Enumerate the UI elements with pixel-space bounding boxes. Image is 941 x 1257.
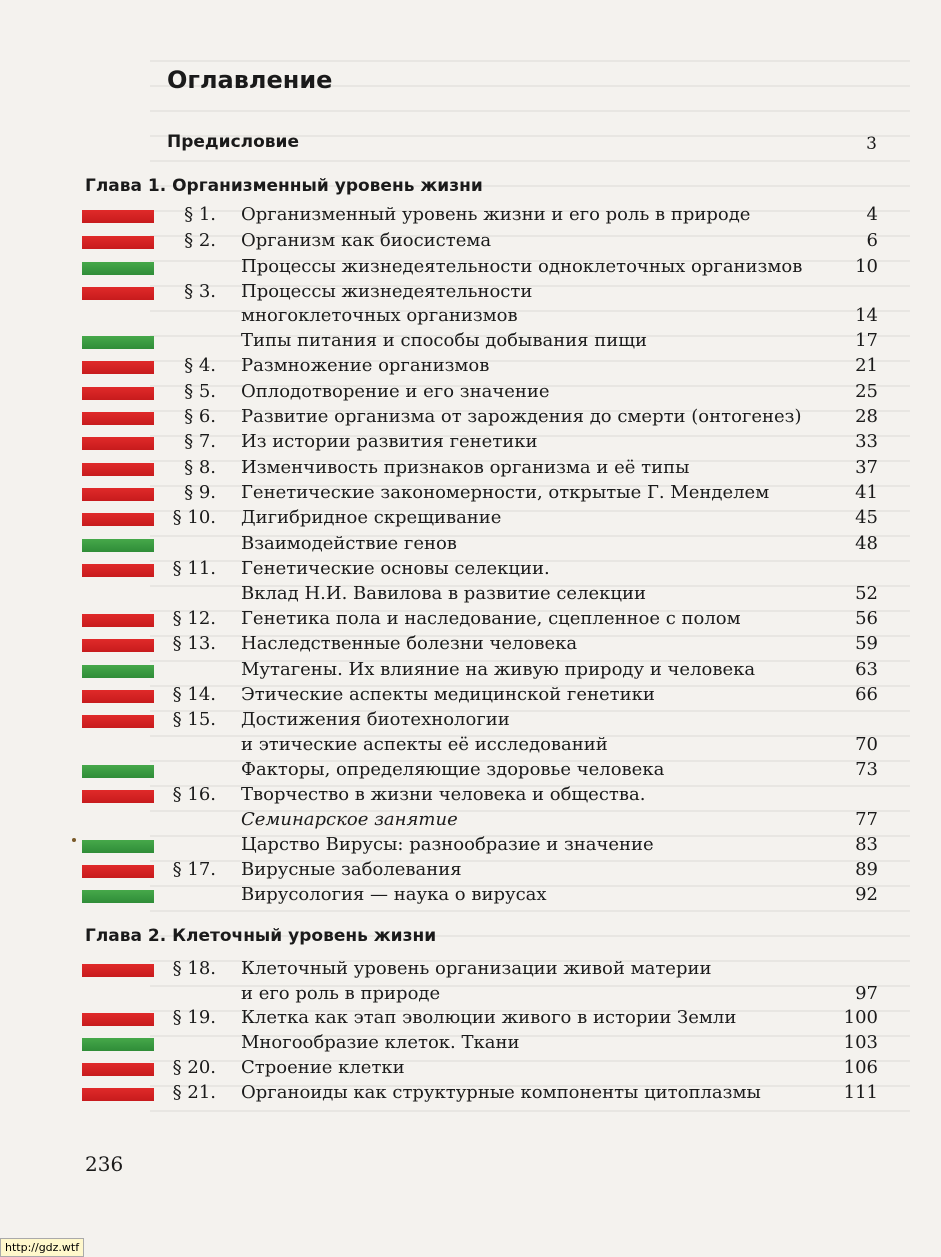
toc-row <box>0 1056 941 1082</box>
entry-title: Процессы жизнедеятельности одноклеточных организмов <box>241 256 803 277</box>
section-number: § 11. <box>172 558 216 579</box>
entry-title: Дигибридное скрещивание <box>241 507 502 528</box>
red-marker-bar <box>82 437 154 450</box>
section-number: § 21. <box>172 1082 216 1103</box>
entry-title: Процессы жизнедеятельности <box>241 281 533 302</box>
entry-title: Мутагены. Их влияние на живую природу и человека <box>241 659 756 680</box>
entry-page: 56 <box>855 608 878 629</box>
entry-title: Генетические основы селекции. <box>241 558 550 579</box>
red-marker-bar <box>82 463 154 476</box>
toc-row <box>0 582 941 608</box>
green-marker-bar <box>82 765 154 778</box>
red-marker-bar <box>82 513 154 526</box>
green-marker-bar <box>82 840 154 853</box>
toc-row <box>0 1031 941 1057</box>
red-marker-bar <box>82 564 154 577</box>
entry-page: 37 <box>855 457 878 478</box>
chapter-heading-2: Глава 2. Клеточный уровень жизни <box>85 926 437 946</box>
toc-row <box>0 858 941 884</box>
entry-page: 59 <box>855 633 878 654</box>
red-marker-bar <box>82 715 154 728</box>
section-number: § 5. <box>184 381 216 402</box>
entry-title: Достижения биотехнологии <box>241 709 510 730</box>
toc-row <box>0 607 941 633</box>
entry-title: Этические аспекты медицинской генетики <box>241 684 655 705</box>
entry-title: Генетические закономерности, открытые Г. Менделем <box>241 482 770 503</box>
section-number: § 10. <box>172 507 216 528</box>
entry-title: многоклеточных организмов <box>241 305 518 326</box>
red-marker-bar <box>82 488 154 501</box>
entry-title: Размножение организмов <box>241 355 490 376</box>
section-number: § 4. <box>184 355 216 376</box>
entry-title: Строение клетки <box>241 1057 405 1078</box>
entry-page: 45 <box>855 507 878 528</box>
section-number: § 14. <box>172 684 216 705</box>
entry-page: 92 <box>855 884 878 905</box>
entry-title: и его роль в природе <box>241 983 441 1004</box>
toc-row <box>0 380 941 406</box>
entry-title: Творчество в жизни человека и общества. <box>241 784 646 805</box>
green-marker-bar <box>82 890 154 903</box>
red-marker-bar <box>82 865 154 878</box>
entry-title: Факторы, определяющие здоровье человека <box>241 759 665 780</box>
section-number: § 20. <box>172 1057 216 1078</box>
entry-title: Организм как биосистема <box>241 230 492 251</box>
toc-row <box>0 783 941 809</box>
entry-title: Типы питания и способы добывания пищи <box>241 330 647 351</box>
section-number: § 8. <box>184 457 216 478</box>
section-number: § 3. <box>184 281 216 302</box>
entry-title: и этические аспекты её исследований <box>241 734 608 755</box>
toc-row <box>0 982 941 1008</box>
toc-row <box>0 733 941 759</box>
entry-title: Клеточный уровень организации живой материи <box>241 958 712 979</box>
entry-page: 48 <box>855 533 878 554</box>
toc-row <box>0 430 941 456</box>
red-marker-bar <box>82 412 154 425</box>
page-title: Оглавление <box>167 66 333 94</box>
toc-row <box>0 354 941 380</box>
toc-row <box>0 255 941 281</box>
entry-title: Клетка как этап эволюции живого в истории Земли <box>241 1007 737 1028</box>
toc-row <box>0 808 941 834</box>
red-marker-bar <box>82 964 154 977</box>
toc-row <box>0 758 941 784</box>
green-marker-bar <box>82 336 154 349</box>
red-marker-bar <box>82 690 154 703</box>
section-number: § 12. <box>172 608 216 629</box>
entry-page: 111 <box>843 1082 878 1103</box>
toc-row <box>0 203 941 229</box>
toc-row <box>0 481 941 507</box>
toc-row <box>0 506 941 532</box>
toc-row <box>0 1081 941 1107</box>
entry-title: Изменчивость признаков организма и её типы <box>241 457 690 478</box>
entry-page: 77 <box>855 809 878 830</box>
section-number: § 2. <box>184 230 216 251</box>
green-marker-bar <box>82 1038 154 1051</box>
section-number: § 7. <box>184 431 216 452</box>
entry-title: Развитие организма от зарождения до смерти (онтогенез) <box>241 406 802 427</box>
preface-label: Предисловие <box>167 132 299 152</box>
toc-row <box>0 456 941 482</box>
entry-page: 6 <box>866 230 878 251</box>
entry-page: 66 <box>855 684 878 705</box>
section-number: § 13. <box>172 633 216 654</box>
entry-page: 14 <box>855 305 878 326</box>
entry-page: 33 <box>855 431 878 452</box>
entry-page: 17 <box>855 330 878 351</box>
red-marker-bar <box>82 1088 154 1101</box>
toc-row <box>0 708 941 734</box>
entry-title: Оплодотворение и его значение <box>241 381 550 402</box>
entry-page: 97 <box>855 983 878 1004</box>
entry-title: Генетика пола и наследование, сцепленное с полом <box>241 608 741 629</box>
toc-row <box>0 532 941 558</box>
section-number: § 15. <box>172 709 216 730</box>
chapter-heading-1: Глава 1. Организменный уровень жизни <box>85 176 483 196</box>
entry-page: 70 <box>855 734 878 755</box>
toc-row <box>0 833 941 859</box>
entry-title: Вирусология — наука о вирусах <box>241 884 547 905</box>
red-marker-bar <box>82 361 154 374</box>
entry-page: 25 <box>855 381 878 402</box>
red-marker-bar <box>82 614 154 627</box>
entry-title: Наследственные болезни человека <box>241 633 578 654</box>
red-marker-bar <box>82 210 154 223</box>
section-number: § 18. <box>172 958 216 979</box>
toc-row <box>0 632 941 658</box>
toc-row <box>0 683 941 709</box>
red-marker-bar <box>82 387 154 400</box>
toc-row <box>0 405 941 431</box>
section-number: § 6. <box>184 406 216 427</box>
entry-page: 41 <box>855 482 878 503</box>
entry-title: Организменный уровень жизни и его роль в природе <box>241 204 751 225</box>
entry-page: 4 <box>866 204 878 225</box>
toc-row <box>0 1006 941 1032</box>
entry-page: 89 <box>855 859 878 880</box>
ink-dot <box>72 838 76 842</box>
red-marker-bar <box>82 1063 154 1076</box>
toc-row <box>0 658 941 684</box>
entry-title: Многообразие клеток. Ткани <box>241 1032 520 1053</box>
red-marker-bar <box>82 790 154 803</box>
green-marker-bar <box>82 539 154 552</box>
watermark: http://gdz.wtf <box>0 1238 84 1257</box>
entry-page: 83 <box>855 834 878 855</box>
entry-page: 28 <box>855 406 878 427</box>
section-number: § 1. <box>184 204 216 225</box>
section-number: § 17. <box>172 859 216 880</box>
preface-page: 3 <box>866 134 877 154</box>
entry-page: 106 <box>843 1057 878 1078</box>
preface-entry <box>167 132 877 152</box>
toc-row <box>0 883 941 909</box>
entry-title: Семинарское занятие <box>241 809 458 830</box>
entry-title: Из истории развития генетики <box>241 431 538 452</box>
toc-row <box>0 304 941 330</box>
entry-page: 10 <box>855 256 878 277</box>
green-marker-bar <box>82 262 154 275</box>
entry-page: 21 <box>855 355 878 376</box>
red-marker-bar <box>82 639 154 652</box>
toc-row <box>0 957 941 983</box>
entry-page: 100 <box>843 1007 878 1028</box>
toc-row <box>0 557 941 583</box>
red-marker-bar <box>82 236 154 249</box>
page-number: 236 <box>85 1152 124 1176</box>
entry-page: 103 <box>843 1032 878 1053</box>
red-marker-bar <box>82 287 154 300</box>
section-number: § 19. <box>172 1007 216 1028</box>
entry-title: Органоиды как структурные компоненты цитоплазмы <box>241 1082 761 1103</box>
entry-title: Вирусные заболевания <box>241 859 462 880</box>
entry-title: Царство Вирусы: разнообразие и значение <box>241 834 654 855</box>
green-marker-bar <box>82 665 154 678</box>
entry-page: 63 <box>855 659 878 680</box>
entry-title: Взаимодействие генов <box>241 533 457 554</box>
section-number: § 16. <box>172 784 216 805</box>
toc-row <box>0 229 941 255</box>
entry-page: 73 <box>855 759 878 780</box>
entry-title: Вклад Н.И. Вавилова в развитие селекции <box>241 583 646 604</box>
red-marker-bar <box>82 1013 154 1026</box>
toc-row <box>0 280 941 306</box>
section-number: § 9. <box>184 482 216 503</box>
toc-row <box>0 329 941 355</box>
entry-page: 52 <box>855 583 878 604</box>
